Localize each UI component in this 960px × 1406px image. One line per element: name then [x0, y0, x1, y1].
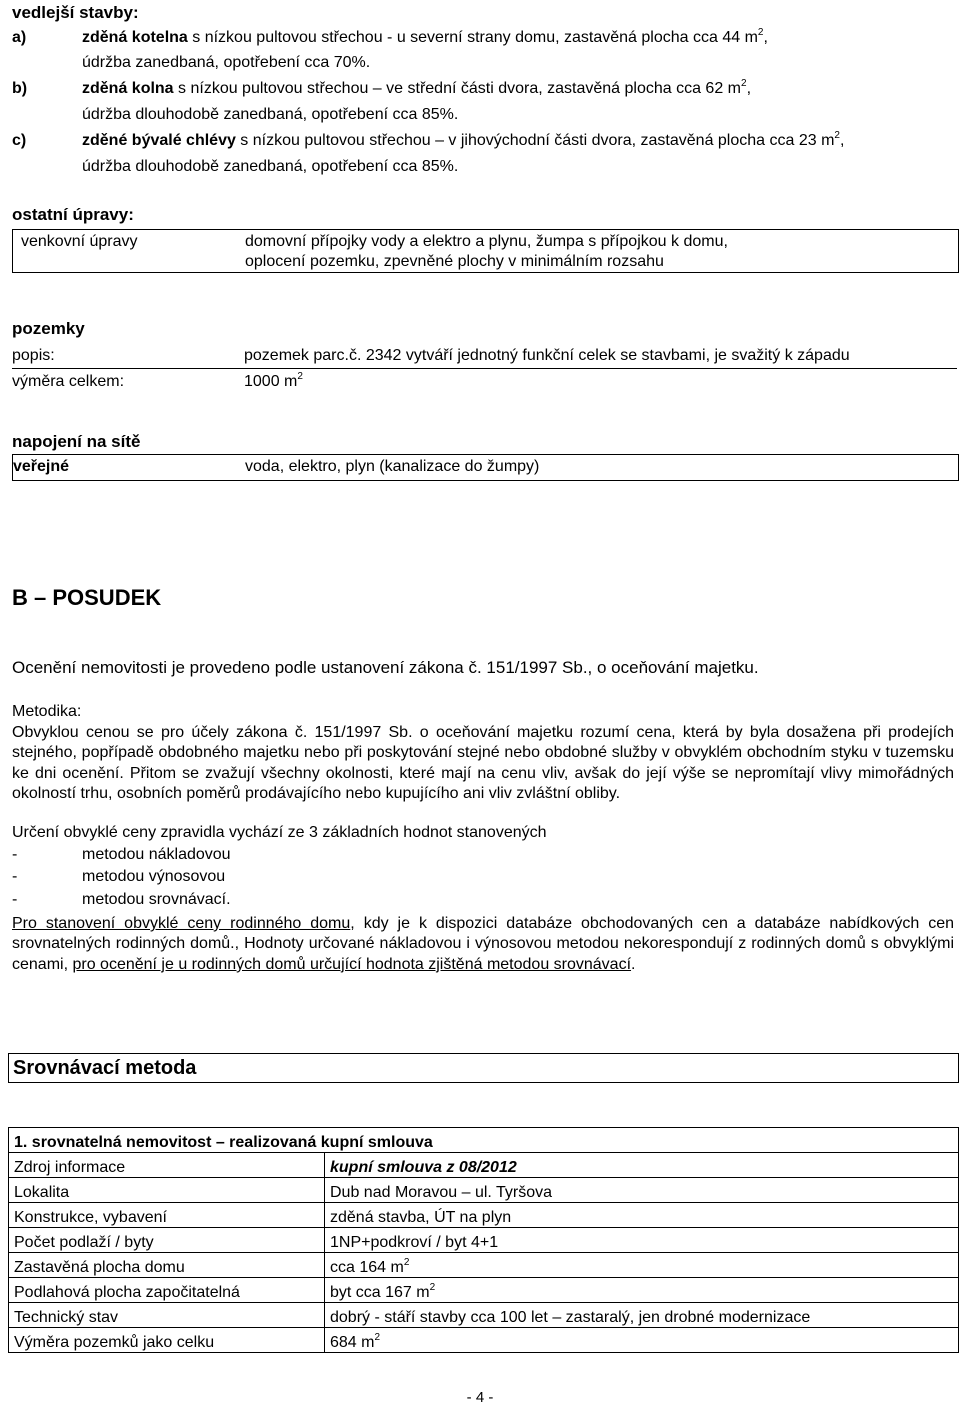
item-title: zděné bývalé chlévy — [82, 132, 236, 149]
punct: , — [746, 80, 752, 97]
row-label: Technický stav — [9, 1303, 325, 1328]
row-value: Dub nad Moravou – ul. Tyršova — [325, 1178, 959, 1203]
srovnavaci-heading-box — [8, 1053, 959, 1083]
metodika-final-paragraph — [12, 914, 954, 975]
table-row — [9, 1153, 959, 1178]
row-label: Zdroj informace — [9, 1153, 325, 1178]
underlined-phrase: Pro stanovení obvyklé ceny rodinného domu — [12, 915, 351, 932]
table-row — [9, 1203, 959, 1228]
item-desc: s nízkou pultovou střechou – v jihovýchodní části dvora, zastavěná plocha cca 23 m — [235, 132, 835, 149]
comparable-title: 1. srovnatelná nemovitost – realizovaná kupní smlouva — [9, 1128, 959, 1153]
metodika-label: Metodika: — [12, 703, 82, 720]
table-row — [9, 1278, 959, 1303]
text-run: . — [631, 955, 636, 973]
superscript: 2 — [374, 1332, 381, 1343]
row-value — [325, 1253, 959, 1278]
superscript: 2 — [403, 1257, 410, 1268]
table-row — [9, 1303, 959, 1328]
superscript: 2 — [757, 27, 764, 38]
method-item: metodou srovnávací. — [82, 891, 231, 908]
comparable-table — [8, 1127, 959, 1353]
superscript: 2 — [834, 130, 840, 141]
ostatni-line2: oplocení pozemku, zpevněné plochy v minimálním rozsahu — [245, 253, 664, 270]
list-item-text — [82, 80, 751, 98]
row-value-text: 684 m — [330, 1334, 375, 1351]
text-run: , kdy je k dispozici databáze obchodovaných cen a databáze nabídkových cen srovnatelných rodinných domů., Hodnoty určované nákladovou i výnosovou metodou nekorespondují z rodinných domů s obvyklými cenami, — [12, 915, 955, 973]
superscript: 2 — [741, 78, 747, 89]
row-label: Zastavěná plocha domu — [9, 1253, 325, 1278]
table-row — [9, 1178, 959, 1203]
row-value — [325, 1153, 959, 1178]
srovnavaci-heading: Srovnávací metoda — [13, 1057, 197, 1079]
table-row — [9, 1253, 959, 1278]
superscript: 2 — [429, 1282, 436, 1293]
section-heading-pozemky: pozemky — [12, 319, 85, 338]
vymera-label: výměra celkem: — [12, 373, 125, 390]
list-item-text — [82, 132, 844, 150]
item-desc: s nízkou pultovou střechou – ve střední části dvora, zastavěná plocha cca 62 m — [173, 80, 741, 97]
ostatni-box — [12, 229, 959, 273]
vymera-number: 1000 m — [244, 373, 298, 390]
item-title: zděná kotelna — [82, 29, 188, 46]
row-value: zděná stavba, ÚT na plyn — [325, 1203, 959, 1228]
superscript: 2 — [297, 371, 303, 382]
row-value-text: cca 164 m — [330, 1259, 404, 1276]
item-desc: s nízkou pultovou střechou - u severní strany domu, zastavěná plocha cca 44 m — [187, 29, 758, 46]
ostatni-line1: domovní přípojky vody a elektro a plynu, žumpa s přípojkou k domu, — [245, 233, 728, 250]
table-row — [9, 1228, 959, 1253]
row-value: dobrý - stáří stavby cca 100 let – zastaralý, jen drobné modernizace — [325, 1303, 959, 1328]
row-value-text: kupní smlouva z 08/2012 — [330, 1159, 517, 1176]
popis-label: popis: — [12, 347, 55, 364]
row-label: Výměra pozemků jako celku — [9, 1328, 325, 1353]
pozemky-divider — [12, 368, 957, 369]
punct: , — [839, 132, 845, 149]
list-item-line2: údržba dlouhodobě zanedbaná, opotřebení cca 85%. — [82, 106, 459, 123]
table-row — [9, 1328, 959, 1353]
row-value-text: byt cca 167 m — [330, 1284, 430, 1301]
method-dash: - — [12, 868, 18, 885]
napojeni-label: veřejné — [13, 458, 70, 475]
popis-value: pozemek parc.č. 2342 vytváří jednotný funkční celek se stavbami, je svažitý k západu — [244, 347, 850, 364]
punct: , — [763, 29, 768, 46]
metodika-paragraph: Obvyklou cenou se pro účely zákona č. 151/1997 Sb. o oceňování majetku rozumí cena, která by byla dosažena při prodejích stejného, popřípadě obdobného majetku nebo při poskytování stejné nebo obdobné služby v obvyklém obchodním styku v tuzemsku ke dni ocenění. Přitom se zvažují všechny okolnosti, které mají na cenu vliv, avšak do její výše se nepromítají vlivy mimořádných okolností trhu, osobních poměrů prodávajícího nebo kupujícího ani vliv zvláštní obliby. — [12, 724, 954, 803]
method-item: metodou nákladovou — [82, 846, 231, 863]
posudek-heading: B – POSUDEK — [12, 585, 162, 610]
row-label: Počet podlaží / byty — [9, 1228, 325, 1253]
item-title: zděná kolna — [82, 80, 174, 97]
napojeni-value: voda, elektro, plyn (kanalizace do žumpy) — [245, 458, 540, 475]
method-item: metodou výnosovou — [82, 868, 226, 885]
urceni-text: Určení obvyklé ceny zpravidla vychází ze 3 základních hodnot stanovených — [12, 824, 547, 841]
row-value — [325, 1328, 959, 1353]
method-dash: - — [12, 846, 18, 863]
table-row — [9, 1128, 959, 1153]
row-value — [325, 1278, 959, 1303]
section-heading-ostatni: ostatní úpravy: — [12, 205, 134, 224]
method-dash: - — [12, 891, 18, 908]
row-label: Lokalita — [9, 1178, 325, 1203]
row-value: 1NP+podkroví / byt 4+1 — [325, 1228, 959, 1253]
section-heading-napojeni: napojení na sítě — [12, 432, 141, 451]
section-heading-vedlejsi: vedlejší stavby: — [12, 3, 139, 22]
vymera-value — [244, 373, 303, 391]
row-label: Podlahová plocha započitatelná — [9, 1278, 325, 1303]
list-item-text — [82, 29, 768, 47]
ostatni-label: venkovní úpravy — [21, 233, 138, 250]
posudek-intro: Ocenění nemovitosti je provedeno podle ustanovení zákona č. 151/1997 Sb., o oceňování majetku. — [12, 658, 759, 677]
list-item-line2: údržba dlouhodobě zanedbaná, opotřebení cca 85%. — [82, 158, 459, 175]
list-marker: b) — [12, 80, 28, 97]
row-label: Konstrukce, vybavení — [9, 1203, 325, 1228]
page-number: - 4 - — [466, 1389, 494, 1406]
list-item-line2: údržba zanedbaná, opotřebení cca 70%. — [82, 54, 371, 71]
list-marker: a) — [12, 29, 27, 46]
underlined-phrase: pro ocenění je u rodinných domů určující hodnota zjištěná metodou srovnávací — [72, 955, 632, 973]
napojeni-box — [12, 454, 959, 481]
list-marker: c) — [12, 132, 27, 149]
